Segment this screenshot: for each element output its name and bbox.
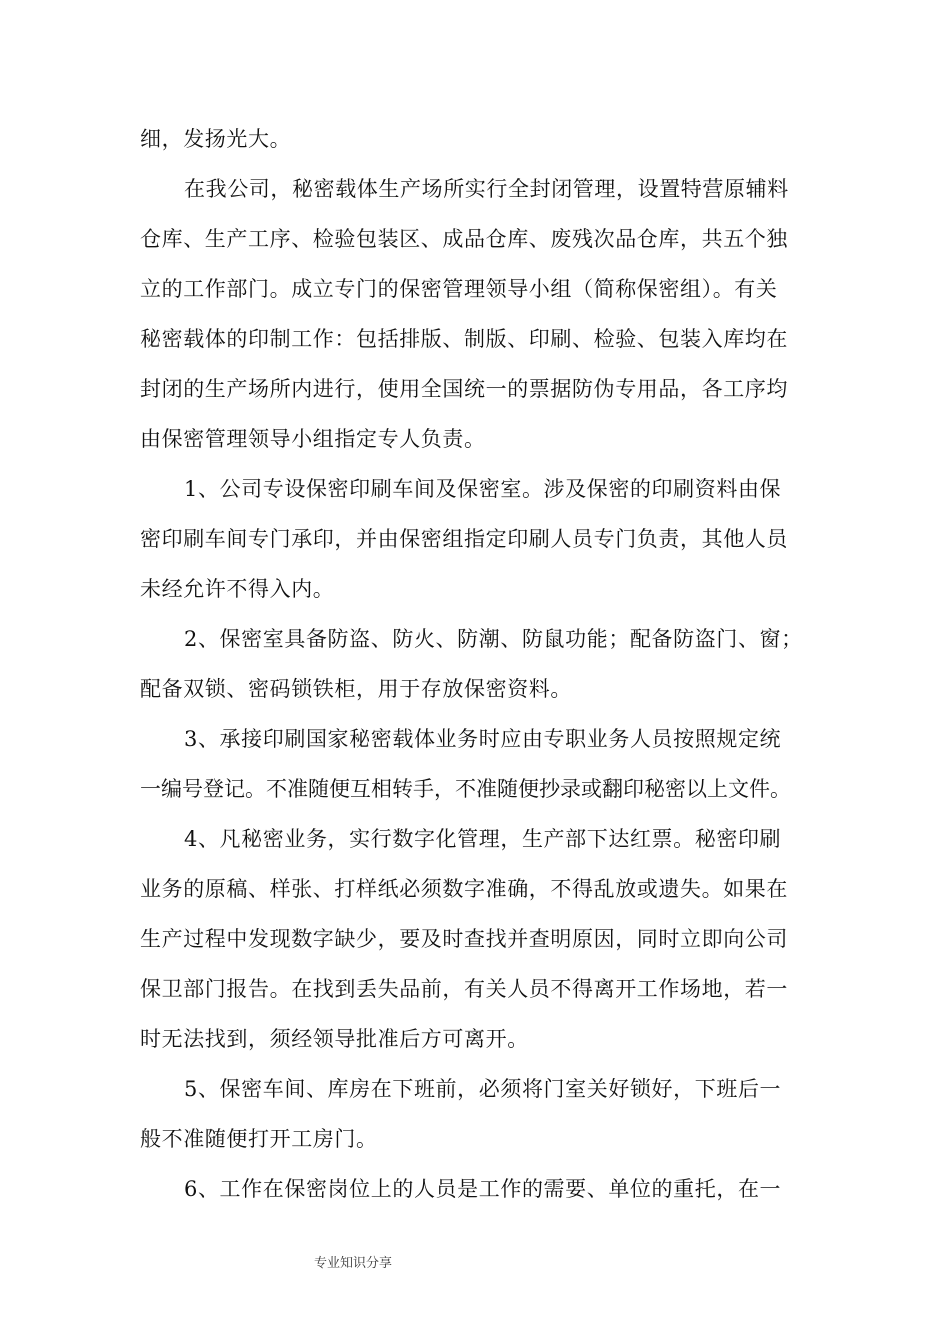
text-line: 配备双锁、密码锁铁柜，用于存放保密资料。 (140, 677, 572, 701)
page-footer: 专业知识分享 (314, 1256, 393, 1271)
paragraph-first-line: 1、公司专设保密印刷车间及保密室。涉及保密的印刷资料由保 (184, 477, 782, 501)
text-line: 细，发扬光大。 (140, 127, 292, 151)
text-line: 时无法找到，须经领导批准后方可离开。 (140, 1027, 529, 1051)
text-line: 未经允许不得入内。 (140, 577, 335, 601)
text-line: 密印刷车间专门承印，并由保密组指定印刷人员专门负责，其他人员 (140, 527, 788, 551)
text-line: 一编号登记。不准随便互相转手，不准随便抄录或翻印秘密以上文件。 (140, 777, 791, 801)
text-line: 封闭的生产场所内进行，使用全国统一的票据防伪专用品，各工序均 (140, 377, 788, 401)
text-line: 般不准随便打开工房门。 (140, 1127, 378, 1151)
text-line: 秘密载体的印制工作：包括排版、制版、印刷、检验、包装入库均在 (140, 327, 788, 351)
paragraph-first-line: 6、工作在保密岗位上的人员是工作的需要、单位的重托，在一 (184, 1177, 782, 1201)
text-line: 业务的原稿、样张、打样纸必须数字准确，不得乱放或遗失。如果在 (140, 877, 788, 901)
text-line: 保卫部门报告。在找到丢失品前，有关人员不得离开工作场地，若一 (140, 977, 788, 1001)
paragraph-first-line: 3、承接印刷国家秘密载体业务时应由专职业务人员按照规定统 (184, 727, 782, 751)
paragraph-first-line: 5、保密车间、库房在下班前，必须将门室关好锁好，下班后一 (184, 1077, 782, 1101)
paragraph-first-line: 在我公司，秘密载体生产场所实行全封闭管理，设置特营原辅料 (184, 177, 789, 201)
text-line: 立的工作部门。成立专门的保密管理领导小组（简称保密组）。有关 (140, 277, 778, 301)
text-line: 仓库、生产工序、检验包装区、成品仓库、废残次品仓库，共五个独 (140, 227, 788, 251)
paragraph-first-line: 4、凡秘密业务，实行数字化管理，生产部下达红票。秘密印刷 (184, 827, 782, 851)
text-line: 由保密管理领导小组指定专人负责。 (140, 427, 486, 451)
paragraph-first-line: 2、保密室具备防盗、防火、防潮、防鼠功能；配备防盗门、窗； (184, 627, 803, 651)
text-line: 生产过程中发现数字缺少，要及时查找并查明原因，同时立即向公司 (140, 927, 788, 951)
